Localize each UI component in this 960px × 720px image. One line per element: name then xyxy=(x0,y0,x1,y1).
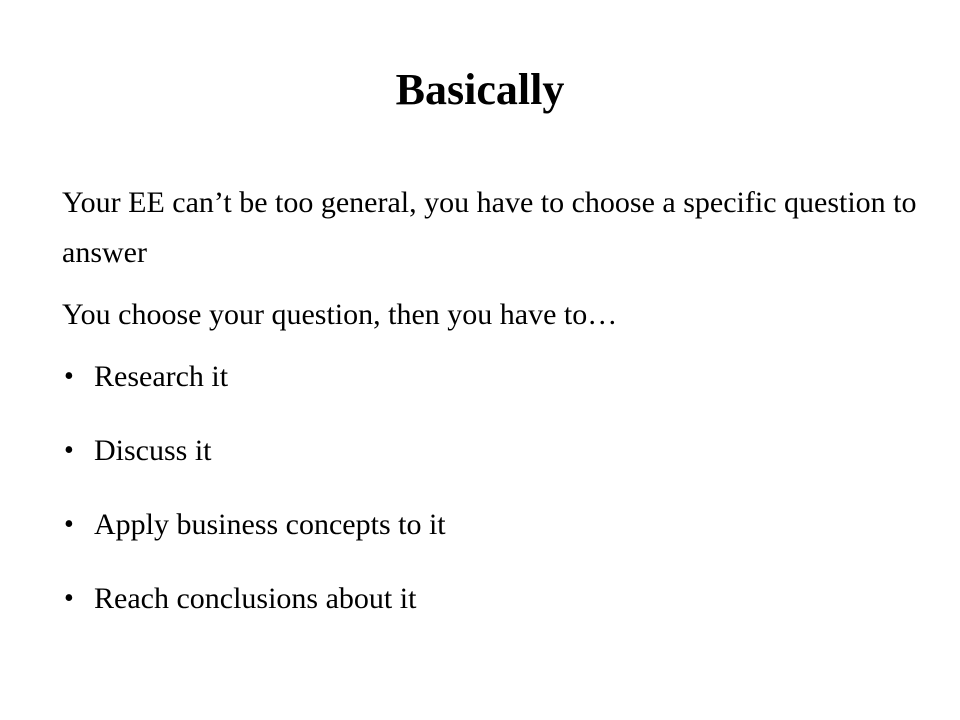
bullet-item-discuss xyxy=(62,426,932,476)
slide-body xyxy=(62,178,932,648)
bullet-item-research xyxy=(62,352,932,402)
bullet-icon: • xyxy=(64,361,74,392)
bullet-item-conclusions xyxy=(62,574,932,624)
bullet-icon: • xyxy=(64,583,74,614)
bullet-text: Discuss it xyxy=(94,434,212,467)
slide-title: Basically xyxy=(395,65,565,114)
bullet-item-apply-concepts xyxy=(62,500,932,550)
paragraph-choose-question: You choose your question, then you have to… xyxy=(62,298,618,331)
bullet-text: Research it xyxy=(94,360,229,393)
paragraph-specific-question: Your EE can’t be too general, you have to choose a specific question to answer xyxy=(62,186,917,269)
bullet-text: Reach conclusions about it xyxy=(94,582,417,615)
bullet-list xyxy=(62,352,932,624)
bullet-icon: • xyxy=(64,435,74,466)
bullet-icon: • xyxy=(64,509,74,540)
bullet-text: Apply business concepts to it xyxy=(94,508,446,541)
